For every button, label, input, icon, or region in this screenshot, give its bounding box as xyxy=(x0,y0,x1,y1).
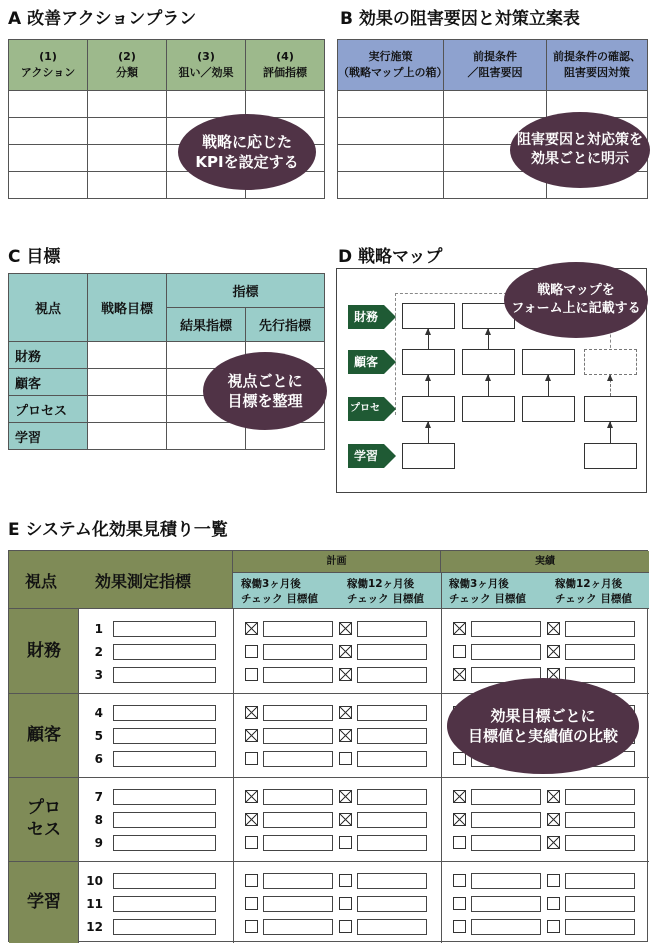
checkbox[interactable] xyxy=(245,668,258,681)
target-value-field[interactable] xyxy=(565,644,635,660)
section-e-title: E システム化効果見積り一覧 xyxy=(8,520,228,540)
row-number: 12 xyxy=(86,920,103,934)
target-value-field[interactable] xyxy=(357,751,427,767)
subheader-period: 稼働3ヶ月後 xyxy=(241,578,301,590)
map-label-customer: 顧客 xyxy=(348,350,384,374)
map-label-process: プロセス xyxy=(348,397,384,421)
checkbox[interactable] xyxy=(339,752,352,765)
callout-bubble-c: 視点ごとに 目標を整理 xyxy=(203,352,327,430)
checkbox-checked[interactable] xyxy=(339,622,352,635)
checkbox[interactable] xyxy=(453,920,466,933)
checkbox[interactable] xyxy=(245,645,258,658)
subheader-check-target: チェック 目標値 xyxy=(241,593,318,605)
target-value-field[interactable] xyxy=(357,667,427,683)
map-box[interactable] xyxy=(522,396,575,422)
map-arrow xyxy=(488,375,489,396)
map-box[interactable] xyxy=(584,443,637,469)
target-value-field[interactable] xyxy=(357,919,427,935)
checkbox-checked[interactable] xyxy=(245,622,258,635)
row-number: 3 xyxy=(94,668,103,682)
group-divider xyxy=(9,861,649,862)
target-value-field[interactable] xyxy=(565,896,635,912)
target-value-field[interactable] xyxy=(357,835,427,851)
target-value-field[interactable] xyxy=(263,789,333,805)
metric-field[interactable] xyxy=(113,812,216,828)
checkbox[interactable] xyxy=(245,836,258,849)
checkbox[interactable] xyxy=(339,920,352,933)
checkbox-checked[interactable] xyxy=(245,790,258,803)
row-number: 9 xyxy=(94,836,103,850)
checkbox-checked[interactable] xyxy=(453,668,466,681)
target-value-field[interactable] xyxy=(357,789,427,805)
target-value-field[interactable] xyxy=(263,621,333,637)
metric-field[interactable] xyxy=(113,919,216,935)
target-value-field[interactable] xyxy=(471,896,541,912)
target-value-field[interactable] xyxy=(471,919,541,935)
row-number: 2 xyxy=(94,645,103,659)
target-value-field[interactable] xyxy=(263,644,333,660)
checkbox-checked[interactable] xyxy=(547,836,560,849)
checkbox[interactable] xyxy=(339,874,352,887)
map-box[interactable] xyxy=(402,443,455,469)
metric-field[interactable] xyxy=(113,621,216,637)
target-value-field[interactable] xyxy=(357,812,427,828)
metric-field[interactable] xyxy=(113,705,216,721)
header-leading-indicator: 先行指標 xyxy=(246,308,325,342)
target-value-field[interactable] xyxy=(357,705,427,721)
subheader-check-target: チェック 目標値 xyxy=(347,593,424,605)
map-box[interactable] xyxy=(402,303,455,329)
checkbox-checked[interactable] xyxy=(547,645,560,658)
row-label-customer: 顧客 xyxy=(9,369,88,396)
target-value-field[interactable] xyxy=(263,873,333,889)
target-value-field[interactable] xyxy=(357,896,427,912)
checkbox[interactable] xyxy=(547,897,560,910)
map-box[interactable] xyxy=(522,349,575,375)
checkbox-checked[interactable] xyxy=(245,813,258,826)
subheader-period: 稼働12ヶ月後 xyxy=(347,578,415,590)
target-value-field[interactable] xyxy=(471,789,541,805)
row-number: 1 xyxy=(94,622,103,636)
section-b-title: B 効果の阻害要因と対策立案表 xyxy=(340,9,580,29)
metric-field[interactable] xyxy=(113,667,216,683)
checkbox[interactable] xyxy=(453,874,466,887)
subheader-period: 稼働3ヶ月後 xyxy=(449,578,509,590)
header-result-indicator: 結果指標 xyxy=(167,308,246,342)
metric-field[interactable] xyxy=(113,896,216,912)
metric-field[interactable] xyxy=(113,728,216,744)
map-box[interactable] xyxy=(462,349,515,375)
target-value-field[interactable] xyxy=(357,621,427,637)
checkbox[interactable] xyxy=(547,920,560,933)
checkbox-checked[interactable] xyxy=(339,790,352,803)
map-arrow xyxy=(428,422,429,443)
header-effect-metric: 効果測定指標 xyxy=(95,572,192,591)
checkbox-checked[interactable] xyxy=(339,668,352,681)
metric-field[interactable] xyxy=(113,789,216,805)
subheader-period: 稼働12ヶ月後 xyxy=(555,578,623,590)
checkbox[interactable] xyxy=(245,874,258,887)
target-value-field[interactable] xyxy=(565,873,635,889)
checkbox-checked[interactable] xyxy=(453,622,466,635)
metric-field[interactable] xyxy=(113,873,216,889)
section-c-title: C 目標 xyxy=(8,247,61,267)
map-arrow-dashed xyxy=(610,375,611,396)
map-arrow xyxy=(428,375,429,396)
section-d-title: D 戦略マップ xyxy=(338,247,443,267)
row-number: 8 xyxy=(94,813,103,827)
header-aim-effect: (3) 狙い／効果 xyxy=(167,40,246,91)
checkbox[interactable] xyxy=(339,836,352,849)
subheader-check-target: チェック 目標値 xyxy=(555,593,632,605)
subheader-check-target: チェック 目標値 xyxy=(449,593,526,605)
target-value-field[interactable] xyxy=(471,644,541,660)
target-value-field[interactable] xyxy=(263,705,333,721)
map-box-empty[interactable] xyxy=(584,349,637,375)
checkbox[interactable] xyxy=(245,897,258,910)
map-label-finance: 財務 xyxy=(348,305,384,329)
checkbox[interactable] xyxy=(245,752,258,765)
group-label: 学習 xyxy=(27,892,61,912)
target-value-field[interactable] xyxy=(565,835,635,851)
checkbox-checked[interactable] xyxy=(339,813,352,826)
target-value-field[interactable] xyxy=(357,728,427,744)
checkbox-checked[interactable] xyxy=(547,622,560,635)
header-evaluation-metric: (4) 評価指標 xyxy=(246,40,325,91)
checkbox-checked[interactable] xyxy=(453,813,466,826)
checkbox-checked[interactable] xyxy=(547,790,560,803)
checkbox-checked[interactable] xyxy=(245,706,258,719)
target-value-field[interactable] xyxy=(357,873,427,889)
section-a-title: A 改善アクションプラン xyxy=(8,9,197,29)
map-box[interactable] xyxy=(584,396,637,422)
group-divider xyxy=(9,777,649,778)
target-value-field[interactable] xyxy=(565,919,635,935)
group-label: プロ セス xyxy=(27,798,61,840)
checkbox[interactable] xyxy=(453,897,466,910)
checkbox-checked[interactable] xyxy=(547,813,560,826)
target-value-field[interactable] xyxy=(471,835,541,851)
header-indicator: 指標 xyxy=(167,274,325,308)
row-label-finance: 財務 xyxy=(9,342,88,369)
target-value-field[interactable] xyxy=(565,621,635,637)
target-value-field[interactable] xyxy=(263,667,333,683)
map-arrow xyxy=(548,375,549,396)
target-value-field[interactable] xyxy=(471,873,541,889)
target-value-field[interactable] xyxy=(565,812,635,828)
checkbox-checked[interactable] xyxy=(339,729,352,742)
checkbox[interactable] xyxy=(547,874,560,887)
map-box[interactable] xyxy=(402,396,455,422)
target-value-field[interactable] xyxy=(263,835,333,851)
metric-field[interactable] xyxy=(113,751,216,767)
callout-bubble-e: 効果目標ごとに 目標値と実績値の比較 xyxy=(447,678,639,774)
callout-bubble-d: 戦略マップを フォーム上に記載する xyxy=(504,262,648,338)
group-label: 顧客 xyxy=(27,725,61,745)
target-value-field[interactable] xyxy=(471,621,541,637)
row-number: 7 xyxy=(94,790,103,804)
header-action-items: 実行施策 （戦略マップ上の箱） xyxy=(338,40,444,91)
metric-field[interactable] xyxy=(113,835,216,851)
map-box[interactable] xyxy=(462,396,515,422)
callout-bubble-a: 戦略に応じた KPIを設定する xyxy=(178,114,316,190)
checkbox[interactable] xyxy=(453,836,466,849)
target-value-field[interactable] xyxy=(263,751,333,767)
header-plan: 計画 xyxy=(233,551,441,573)
callout-bubble-b: 阻害要因と対応策を 効果ごとに明示 xyxy=(510,112,650,188)
checkbox[interactable] xyxy=(245,920,258,933)
header-category: (2) 分類 xyxy=(88,40,167,91)
checkbox[interactable] xyxy=(339,897,352,910)
header-viewpoint: 視点 xyxy=(25,572,58,591)
map-box[interactable] xyxy=(402,349,455,375)
checkbox-checked[interactable] xyxy=(339,645,352,658)
map-arrow xyxy=(488,329,489,349)
target-value-field[interactable] xyxy=(263,896,333,912)
target-value-field[interactable] xyxy=(263,728,333,744)
row-number: 11 xyxy=(86,897,103,911)
map-arrow xyxy=(610,422,611,443)
row-number: 6 xyxy=(94,752,103,766)
row-number: 5 xyxy=(94,729,103,743)
metric-field[interactable] xyxy=(113,644,216,660)
target-value-field[interactable] xyxy=(357,644,427,660)
row-number: 4 xyxy=(94,706,103,720)
target-value-field[interactable] xyxy=(471,812,541,828)
row-label-learning: 学習 xyxy=(9,423,88,450)
target-value-field[interactable] xyxy=(565,789,635,805)
map-label-learning: 学習 xyxy=(348,444,384,468)
group-label: 財務 xyxy=(27,641,61,661)
header-strategic-goal: 戦略目標 xyxy=(88,274,167,342)
row-number: 10 xyxy=(86,874,103,888)
checkbox-checked[interactable] xyxy=(339,706,352,719)
header-preconditions: 前提条件 ／阻害要因 xyxy=(444,40,547,91)
target-value-field[interactable] xyxy=(263,812,333,828)
header-actual: 実績 xyxy=(441,551,649,573)
header-viewpoint: 視点 xyxy=(9,274,88,342)
checkbox-checked[interactable] xyxy=(245,729,258,742)
header-action: (1) アクション xyxy=(9,40,88,91)
map-arrow xyxy=(428,329,429,349)
header-countermeasures: 前提条件の確認、 阻害要因対策 xyxy=(547,40,648,91)
checkbox-checked[interactable] xyxy=(453,790,466,803)
target-value-field[interactable] xyxy=(263,919,333,935)
row-label-process: プロセス xyxy=(9,396,88,423)
checkbox[interactable] xyxy=(453,645,466,658)
